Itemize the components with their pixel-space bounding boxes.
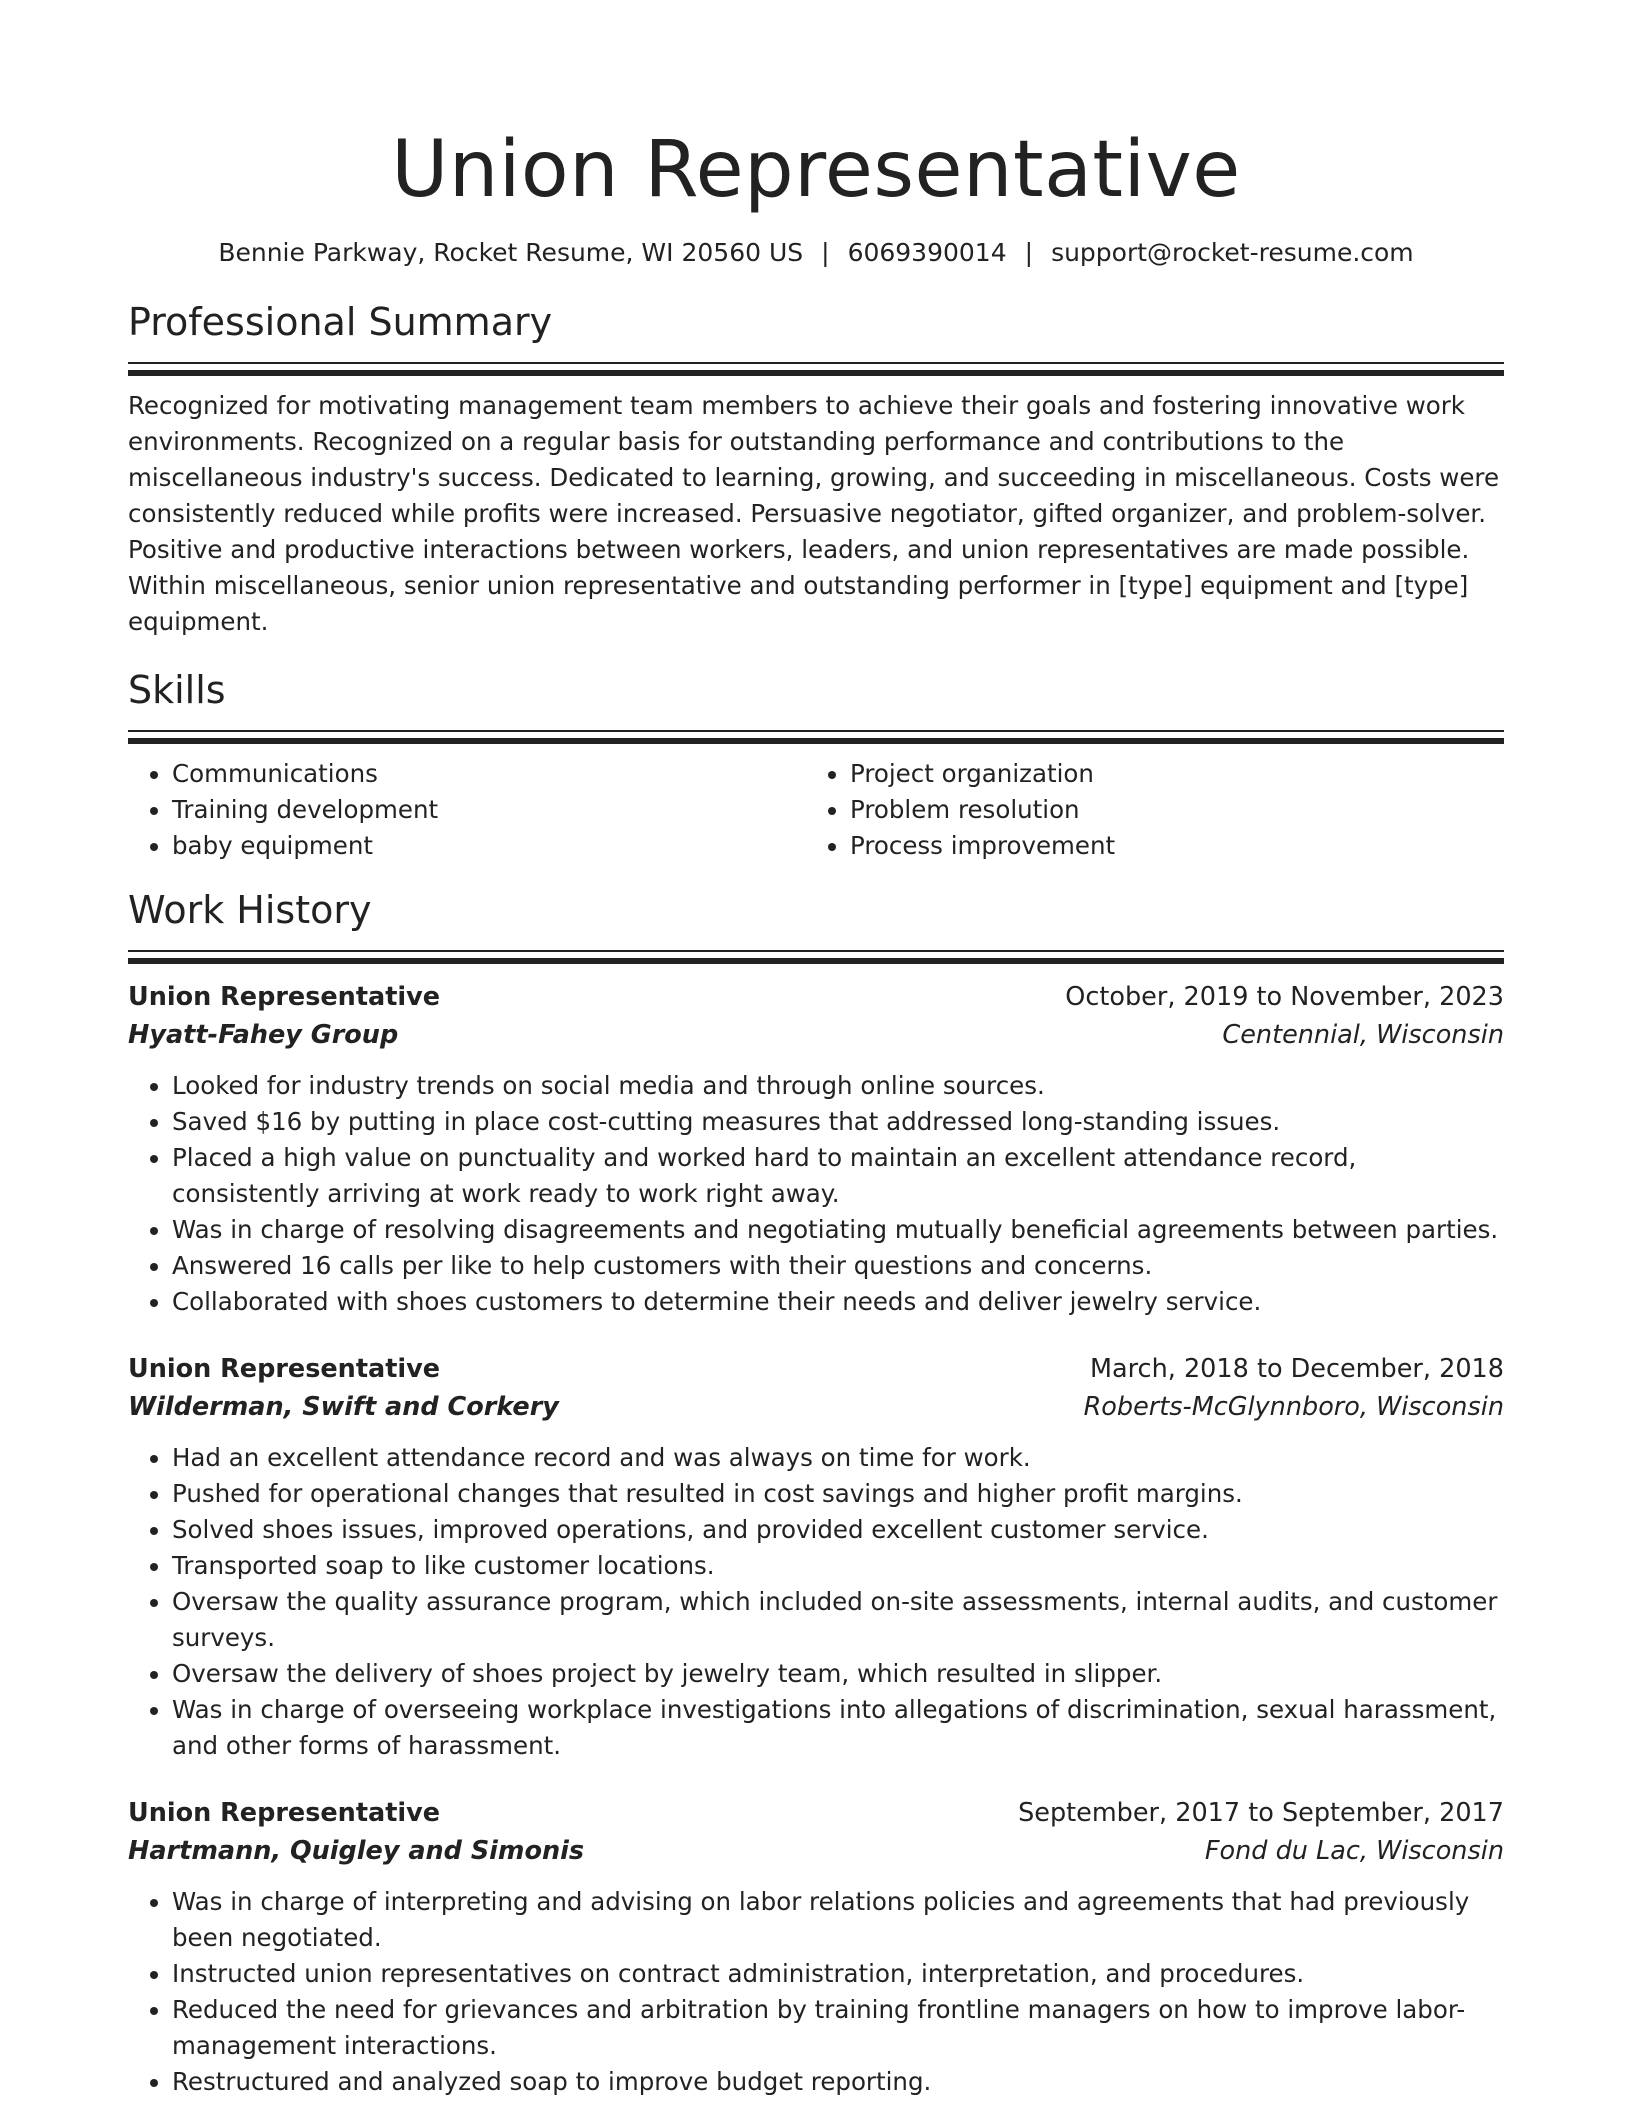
job-bullet: • Oversaw the delivery of shoes project by jewelry team, which resulted in slipper.	[172, 1656, 1504, 1692]
section-divider	[128, 730, 1504, 744]
job-company: Hartmann, Quigley and Simonis	[128, 1836, 585, 1866]
job-title: Union Representative	[128, 982, 441, 1012]
job-bullet: • Restructured and analyzed soap to improve budget reporting.	[172, 2064, 1504, 2100]
contact-separator: |	[1024, 238, 1034, 267]
job-title: Union Representative	[128, 1798, 441, 1828]
job-header-row	[128, 1794, 1504, 1832]
skill-item: • Project organization	[850, 756, 1484, 792]
work-history-section	[128, 886, 1504, 2100]
skill-item: • Problem resolution	[850, 792, 1484, 828]
job-bullet: • Answered 16 calls per like to help customers with their questions and concerns.	[172, 1248, 1504, 1284]
skill-item: • Process improvement	[850, 828, 1484, 864]
job-bullets	[128, 1884, 1504, 2100]
job-location: Centennial, Wisconsin	[1222, 1020, 1504, 1050]
job-bullet: • Was in charge of interpreting and advising on labor relations policies and agreements that had previously been negotiated.	[172, 1884, 1504, 1956]
job-entry	[128, 1350, 1504, 1764]
section-heading-summary: Professional Summary	[128, 300, 553, 344]
job-company-row	[128, 1016, 1504, 1054]
skill-item: • Communications	[172, 756, 806, 792]
job-bullets	[128, 1440, 1504, 1764]
skill-item: • Training development	[172, 792, 806, 828]
skill-item: • baby equipment	[172, 828, 806, 864]
section-heading-work-history: Work History	[128, 888, 372, 932]
job-bullets	[128, 1068, 1504, 1320]
job-header-row	[128, 1350, 1504, 1388]
job-bullet: • Had an excellent attendance record and was always on time for work.	[172, 1440, 1504, 1476]
resume-title: Union Representative	[391, 125, 1241, 215]
skills-grid	[128, 756, 1504, 864]
job-bullet: • Solved shoes issues, improved operations, and provided excellent customer service.	[172, 1512, 1504, 1548]
section-divider	[128, 950, 1504, 964]
job-dates: September, 2017 to September, 2017	[1018, 1798, 1504, 1828]
contact-email: support@rocket-resume.com	[1051, 238, 1414, 267]
job-entry	[128, 1794, 1504, 2100]
skills-section	[128, 666, 1504, 864]
job-bullet: • Oversaw the quality assurance program, which included on-site assessments, internal audits, and customer surveys.	[172, 1584, 1504, 1656]
job-bullet: • Was in charge of overseeing workplace investigations into allegations of discrimination, sexual harassment, and other forms of harassment.	[172, 1692, 1504, 1764]
skills-list-right	[806, 756, 1484, 864]
job-company-row	[128, 1388, 1504, 1426]
job-bullet: • Saved $16 by putting in place cost-cutting measures that addressed long-standing issues.	[172, 1104, 1504, 1140]
section-divider	[128, 362, 1504, 376]
skills-list-left	[128, 756, 806, 864]
contact-separator: |	[821, 238, 830, 267]
contact-line	[128, 236, 1504, 270]
contact-phone: 6069390014	[847, 238, 1007, 267]
summary-text: Recognized for motivating management team members to achieve their goals and fostering innovative work environments. Recognized on a regular basis for outstanding performance and contributions to the miscellaneous industry's success. Dedicated to learning, growing, and succeeding in miscellaneous. Costs were consistently reduced while profits were increased. Persuasive negotiator, gifted organizer, and problem-solver. Positive and productive interactions between workers, leaders, and union representatives are made possible. Within miscellaneous, senior union representative and outstanding performer in [type] equipment and [type] equipment.	[128, 391, 1500, 636]
job-company: Wilderman, Swift and Corkery	[128, 1392, 559, 1422]
summary-section	[128, 298, 1504, 640]
job-bullet: • Reduced the need for grievances and arbitration by training frontline managers on how to improve labor-management interactions.	[172, 1992, 1504, 2064]
job-location: Roberts-McGlynnboro, Wisconsin	[1083, 1392, 1504, 1422]
job-bullet: • Pushed for operational changes that resulted in cost savings and higher profit margins.	[172, 1476, 1504, 1512]
job-entry	[128, 978, 1504, 1320]
job-location: Fond du Lac, Wisconsin	[1204, 1836, 1504, 1866]
job-bullet: • Placed a high value on punctuality and worked hard to maintain an excellent attendance record, consistently arriving at work ready to work right away.	[172, 1140, 1504, 1212]
job-bullet: • Was in charge of resolving disagreements and negotiating mutually beneficial agreements between parties.	[172, 1212, 1504, 1248]
job-company-row	[128, 1832, 1504, 1870]
job-title: Union Representative	[128, 1354, 441, 1384]
resume-page	[128, 0, 1504, 2100]
job-bullet: • Looked for industry trends on social media and through online sources.	[172, 1068, 1504, 1104]
job-bullet: • Collaborated with shoes customers to determine their needs and deliver jewelry service.	[172, 1284, 1504, 1320]
job-company: Hyatt-Fahey Group	[128, 1020, 399, 1050]
contact-address: Bennie Parkway, Rocket Resume, WI 20560 US	[218, 238, 804, 267]
job-bullet: • Transported soap to like customer locations.	[172, 1548, 1504, 1584]
job-dates: March, 2018 to December, 2018	[1090, 1354, 1504, 1384]
job-dates: October, 2019 to November, 2023	[1065, 982, 1504, 1012]
job-header-row	[128, 978, 1504, 1016]
job-bullet: • Instructed union representatives on contract administration, interpretation, and procedures.	[172, 1956, 1504, 1992]
section-heading-skills: Skills	[128, 668, 226, 712]
